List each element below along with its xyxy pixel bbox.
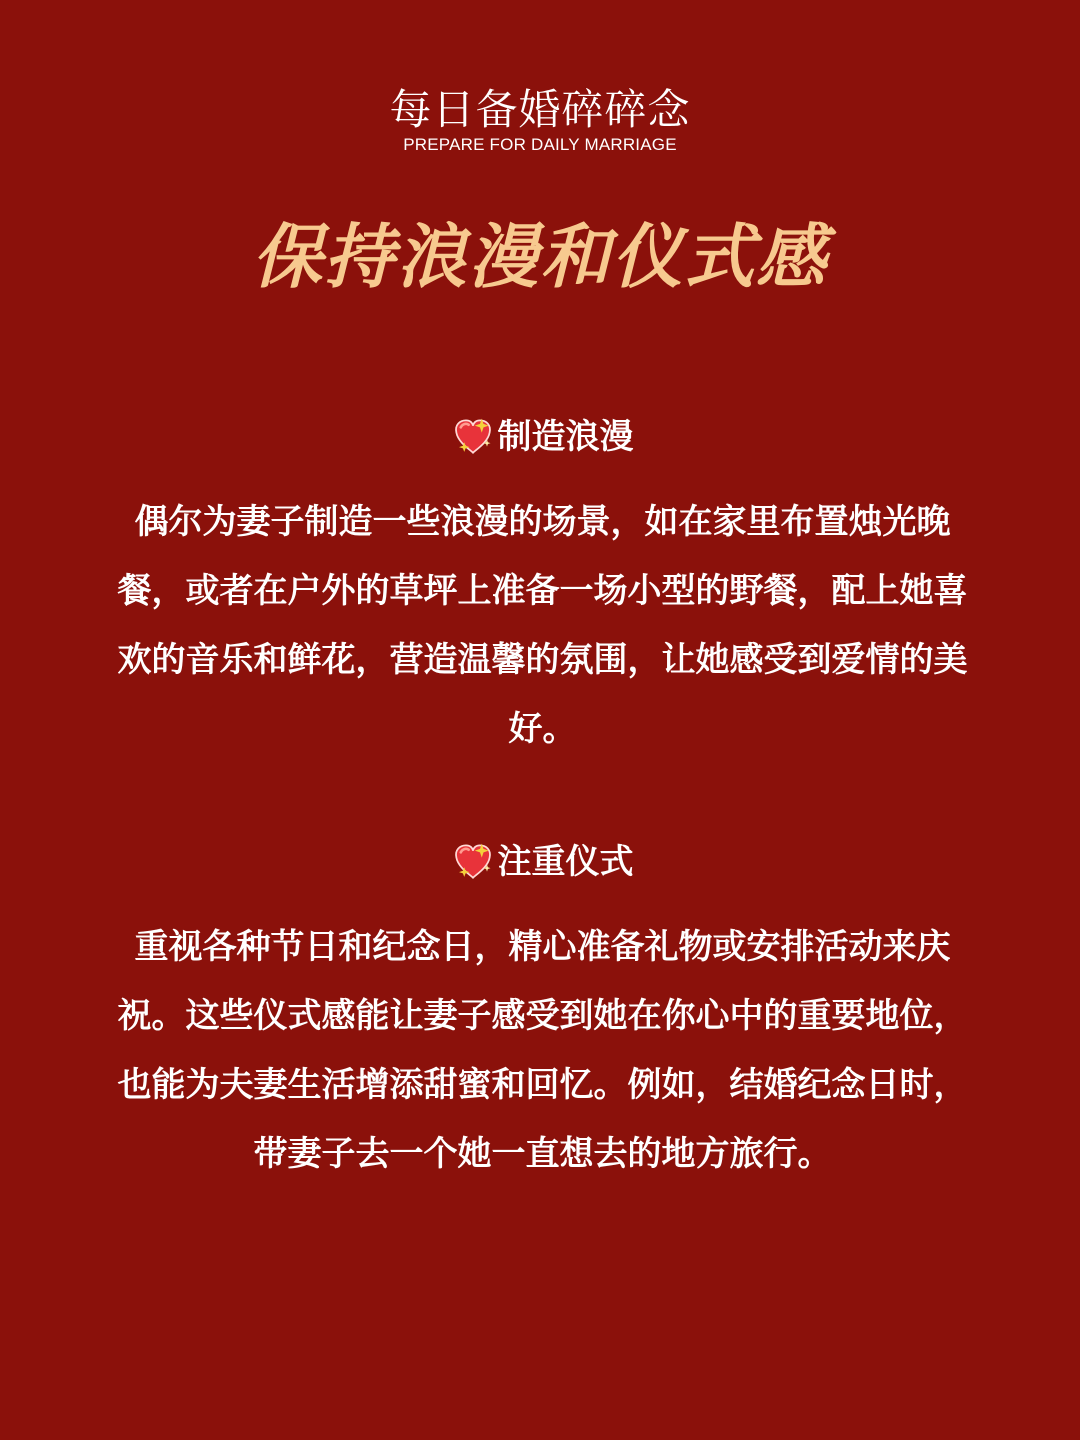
section-title: 制造浪漫 [497, 417, 634, 457]
section-body: 偶尔为妻子制造一些浪漫的场景，如在家里布置烛光晚餐，或者在户外的草坪上准备一场小型的野餐，配上她喜欢的音乐和鲜花，营造温馨的氛围，让她感受到爱情的美好。 [117, 502, 968, 749]
brand-header [0, 82, 1080, 156]
brand-title: 每日备婚碎碎念 [389, 85, 691, 134]
sparkling-heart-icon [452, 416, 494, 458]
section-heading [105, 835, 980, 889]
section-make-romance [105, 410, 980, 764]
brand-subtitle: PREPARE FOR DAILY MARRIAGE [403, 135, 677, 154]
sparkling-heart-icon [452, 841, 494, 883]
section-heading [105, 410, 980, 464]
section-title: 注重仪式 [497, 842, 634, 882]
main-title: 保持浪漫和仪式感 [252, 215, 828, 298]
section-body: 重视各种节日和纪念日，精心准备礼物或安排活动来庆祝。这些仪式感能让妻子感受到她在你心中的重要地位，也能为夫妻生活增添甜蜜和回忆。例如，结婚纪念日时，带妻子去一个她一直想去的地方旅行。 [117, 927, 968, 1174]
section-value-rituals [105, 835, 980, 1189]
